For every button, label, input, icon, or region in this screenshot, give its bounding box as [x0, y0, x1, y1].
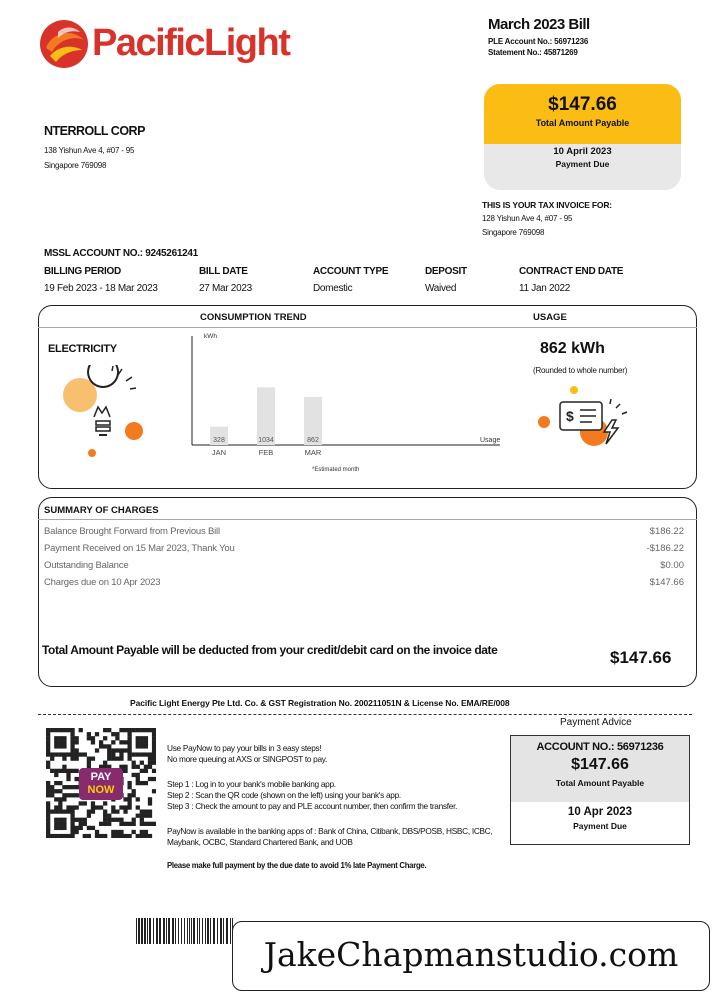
summary-row-amount: $186.22 — [649, 526, 684, 537]
late-payment-warning: Please make full payment by the due date to avoid 1% late Payment Charge. — [167, 861, 427, 870]
barcode-icon — [136, 918, 236, 944]
paynow-step1: Step 1 : Log in to your bank's mobile banking app. — [167, 779, 336, 789]
contract-end-date-value: 11 Jan 2022 — [519, 283, 571, 294]
consumption-trend-heading: CONSUMPTION TREND — [200, 312, 307, 323]
customer-name: NTERROLL CORP — [44, 124, 145, 138]
paynow-instructions — [167, 743, 497, 871]
x-tick-label: MAR — [304, 448, 322, 457]
usage-heading: USAGE — [533, 312, 567, 323]
paynow-step3: Step 3 : Check the amount to pay and PLE account number, then confirm the transfer. — [167, 801, 458, 811]
paynow-intro-line2: No more queuing at AXS or SINGPOST to pay. — [167, 754, 328, 764]
account-type-value: Domestic — [313, 283, 353, 294]
bar-value-label: 862 — [307, 437, 319, 444]
total-amount: $147.66 — [548, 94, 617, 115]
payment-advice-box — [510, 735, 690, 845]
x-tick-label: FEB — [258, 448, 274, 457]
tax-invoice-line1: 128 Yishun Ave 4, #07 - 95 — [482, 214, 573, 223]
billing-period-value: 19 Feb 2023 - 18 Mar 2023 — [44, 283, 158, 294]
customer-address-line1: 138 Yishun Ave 4, #07 - 95 — [44, 146, 135, 155]
paynow-badge-line1: PAY — [90, 771, 112, 783]
watermark-text: JakeChapmanstudio.com — [232, 921, 710, 991]
electricity-label: ELECTRICITY — [48, 343, 117, 355]
paynow-badge-line2: NOW — [87, 784, 115, 796]
brand-name: PacificLight — [92, 22, 290, 64]
customer-address-line2: Singapore 769098 — [44, 161, 107, 170]
svg-text:$: $ — [566, 408, 574, 424]
y-axis-label: kWh — [204, 333, 217, 340]
amount-payable-box — [484, 84, 681, 190]
summary-row-amount: -$186.22 — [646, 543, 684, 554]
deposit-label: DEPOSIT — [425, 266, 467, 277]
paynow-qr-code[interactable] — [46, 728, 156, 838]
total-amount-label: Total Amount Payable — [535, 118, 630, 128]
summary-row-label: Balance Brought Forward from Previous Bill — [44, 526, 220, 537]
mssl-account-number: MSSL ACCOUNT NO.: 9245261241 — [44, 248, 198, 259]
payment-advice-amount-section — [511, 736, 689, 802]
paynow-intro-line1: Use PayNow to pay your bills in 3 easy steps! — [167, 743, 322, 753]
paynow-step2: Step 2 : Scan the QR code (shown on the left) using your bank's app. — [167, 790, 401, 800]
tax-invoice-heading: THIS IS YOUR TAX INVOICE FOR: — [482, 200, 612, 210]
registration-line: Pacific Light Energy Pte Ltd. Co. & GST Registration No. 200211051N & License No. EMA/RE/008 — [130, 698, 510, 708]
summary-row-label: Charges due on 10 Apr 2023 — [44, 577, 161, 588]
payment-advice-heading: Payment Advice — [560, 717, 632, 728]
bill-title: March 2023 Bill — [488, 16, 590, 33]
payment-advice-amount: $147.66 — [571, 756, 629, 773]
summary-row-amount: $147.66 — [649, 577, 684, 588]
payment-advice-account: ACCOUNT NO.: 56971236 — [536, 741, 664, 753]
payment-due-date: 10 April 2023 — [553, 146, 612, 157]
bill-payment-icon — [530, 380, 640, 460]
ple-account-number: PLE Account No.: 56971236 — [488, 37, 589, 46]
chart-footnote: *Estimated month — [312, 467, 360, 473]
x-axis-label: Usage — [480, 437, 501, 444]
summary-heading: SUMMARY OF CHARGES — [44, 505, 159, 516]
lightbulb-icon — [56, 365, 156, 465]
paynow-badge — [79, 768, 123, 800]
deposit-value: Waived — [425, 283, 457, 294]
bar-value-label: 328 — [213, 437, 225, 444]
payment-advice-due-date: 10 Apr 2023 — [567, 806, 633, 818]
usage-note: (Rounded to whole number) — [533, 366, 628, 375]
tax-invoice-line2: Singapore 769098 — [482, 228, 545, 237]
pacificlight-logo — [38, 16, 288, 72]
summary-row-label: Outstanding Balance — [44, 560, 129, 571]
usage-value: 862 kWh — [540, 340, 605, 357]
summary-row-amount: $0.00 — [660, 560, 684, 571]
account-type-label: ACCOUNT TYPE — [313, 266, 389, 277]
payment-advice-due-label: Payment Due — [573, 821, 627, 831]
consumption-header-divider — [38, 327, 697, 328]
cut-line — [38, 714, 692, 715]
summary-row-label: Payment Received on 15 Mar 2023, Thank You — [44, 543, 235, 554]
total-payable-note: Total Amount Payable will be deducted from your credit/debit card on the invoice date — [42, 643, 498, 657]
bar-value-label: 1034 — [258, 437, 274, 444]
summary-header-divider — [38, 519, 697, 520]
consumption-trend-chart — [180, 330, 520, 475]
paynow-banks: PayNow is available in the banking apps of : Bank of China, Citibank, DBS/POSB, HSBC, ICBC, Maybank, OCBC, Standard Chartered Bank, and UOB — [167, 826, 493, 847]
logo-mark-icon — [38, 18, 90, 70]
billing-period-label: BILLING PERIOD — [44, 266, 121, 277]
bill-date-label: BILL DATE — [199, 266, 248, 277]
x-tick-label: JAN — [211, 448, 227, 457]
payment-due-section — [484, 146, 681, 169]
amount-payable-header — [484, 84, 681, 144]
bars-group — [210, 387, 322, 457]
summary-total-amount: $147.66 — [610, 648, 672, 667]
statement-number: Statement No.: 45871269 — [488, 48, 578, 57]
payment-due-label: Payment Due — [555, 159, 610, 169]
contract-end-date-label: CONTRACT END DATE — [519, 266, 624, 277]
payment-advice-amount-label: Total Amount Payable — [555, 778, 645, 788]
bill-date-value: 27 Mar 2023 — [199, 283, 252, 294]
